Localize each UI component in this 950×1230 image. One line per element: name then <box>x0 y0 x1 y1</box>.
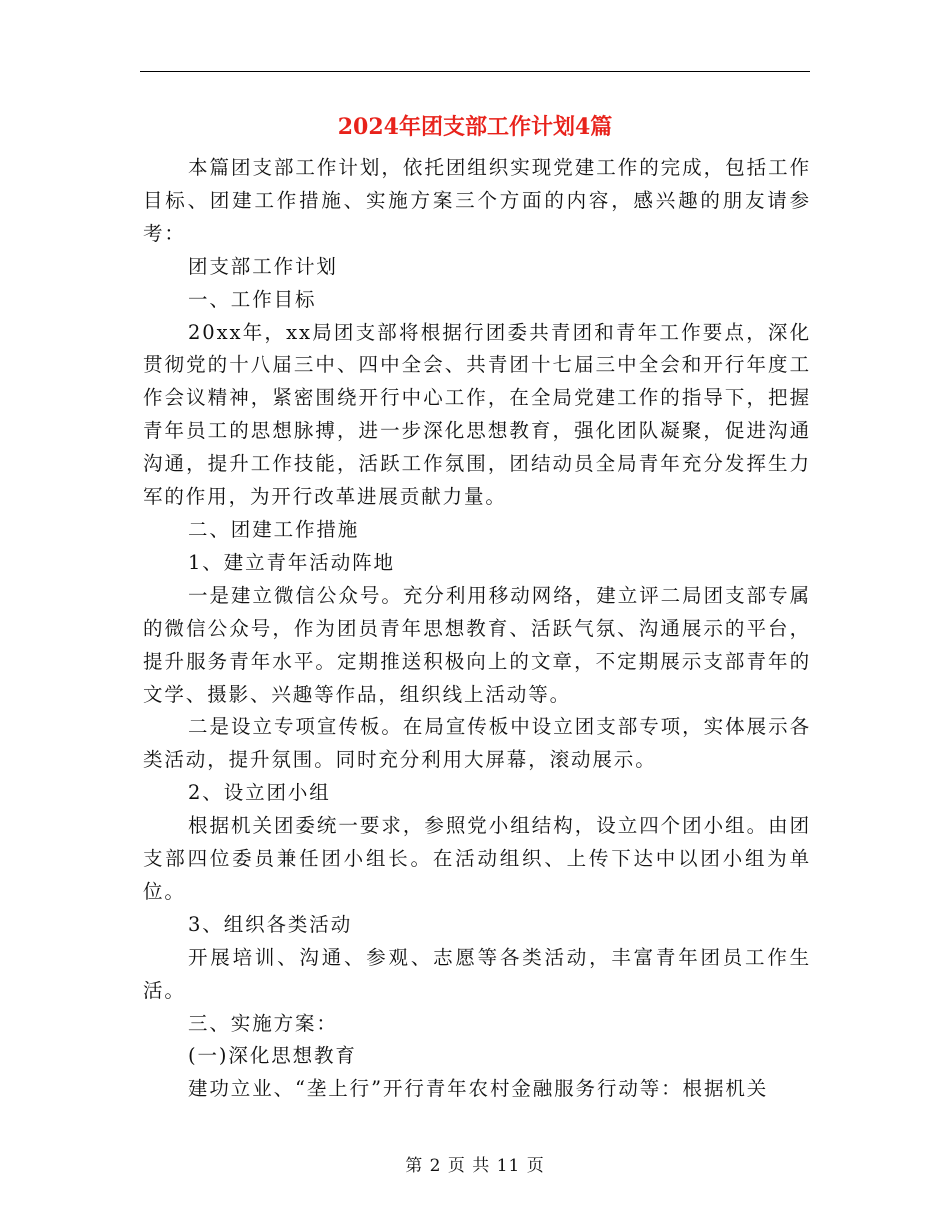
subsection-heading: 3、组织各类活动 <box>188 912 353 936</box>
body-paragraph: 开展培训、沟通、参观、志愿等各类活动，丰富青年团员工作生活。 <box>143 945 811 1002</box>
intro-paragraph: 本篇团支部工作计划，依托团组织实现党建工作的完成，包括工作目标、团建工作措施、实施方案三个方面的内容，感兴趣的朋友请参考： <box>143 156 811 245</box>
document-body <box>143 152 811 1106</box>
subsection-heading: 2、设立团小组 <box>188 781 331 805</box>
body-paragraph: 二是设立专项宣传板。在局宣传板中设立团支部专项，实体展示各类活动，提升氛围。同时充分利用大屏幕，滚动展示。 <box>143 715 811 772</box>
body-paragraph: 20xx年，xx局团支部将根据行团委共青团和青年工作要点，深化贯彻党的十八届三中、四中全会、共青团十七届三中全会和开行年度工作会议精神，紧密围绕开行中心工作，在全局党建工作的指导下，把握青年员工的思想脉搏，进一步深化思想教育，强化团队凝聚，促进沟通沟通，提升工作技能，活跃工作氛围，团结动员全局青年充分发挥生力军的作用，为开行改革进展贡献力量。 <box>143 320 811 509</box>
body-paragraph: 建功立业、“垄上行”开行青年农村金融服务行动等：根据机关 <box>188 1077 769 1101</box>
section-heading: 一、工作目标 <box>188 287 317 311</box>
subsection-heading: 1、建立青年活动阵地 <box>188 550 395 574</box>
page-footer: 第 2 页 共 11 页 <box>405 1156 545 1176</box>
section-heading: 团支部工作计划 <box>188 254 338 278</box>
body-paragraph: 根据机关团委统一要求，参照党小组结构，设立四个团小组。由团支部四位委员兼任团小组长。在活动组织、上传下达中以团小组为单位。 <box>143 814 811 903</box>
document-title: 2024年团支部工作计划4篇 <box>337 114 613 140</box>
section-heading: 三、实施方案： <box>188 1011 338 1035</box>
header-rule <box>140 71 810 72</box>
body-paragraph: 一是建立微信公众号。充分利用移动网络，建立评二局团支部专属的微信公众号，作为团员青年思想教育、活跃气氛、沟通展示的平台，提升服务青年水平。定期推送积极向上的文章，不定期展示支部青年的文学、摄影、兴趣等作品，组织线上活动等。 <box>143 583 811 706</box>
subsection-heading: (一)深化思想教育 <box>188 1044 357 1068</box>
section-heading: 二、团建工作措施 <box>188 517 360 541</box>
